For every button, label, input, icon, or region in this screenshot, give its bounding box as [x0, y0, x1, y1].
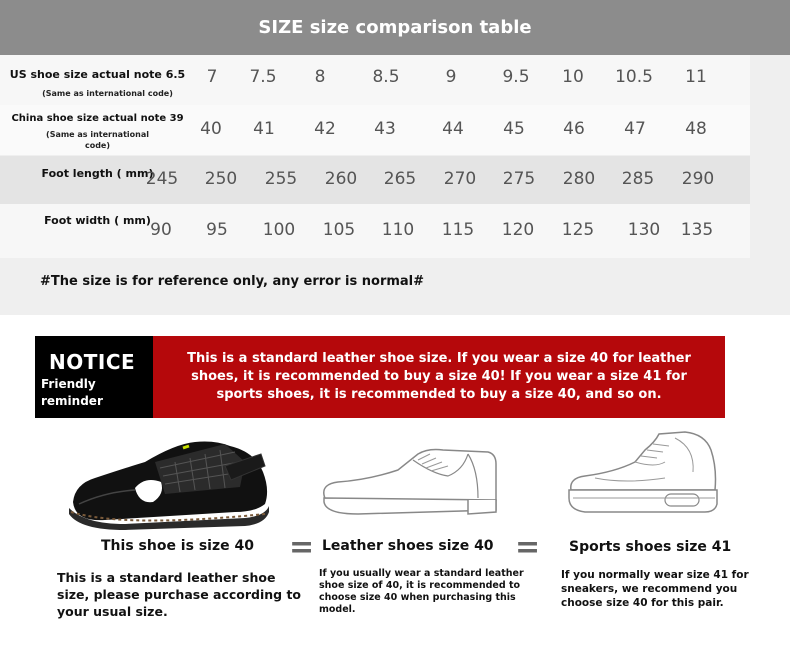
- equals-sign: =: [289, 530, 315, 565]
- table-row: [0, 204, 750, 258]
- notice-message: This is a standard leather shoe size. If you wear a size 40 for leather shoes, it is recommended to buy a size 40! If you wear a size 41 for sports shoes, it is recommended to buy a size 40, and so on.: [153, 336, 725, 418]
- table-cell: 265: [383, 169, 417, 189]
- table-cell: 9: [445, 67, 457, 87]
- table-row: [0, 55, 750, 105]
- table-cell: 125: [561, 220, 595, 240]
- table-cell: 100: [262, 220, 296, 240]
- table-cell: 280: [562, 169, 596, 189]
- table-cell: 255: [264, 169, 298, 189]
- table-cell: 135: [680, 220, 714, 240]
- row-sublabel-us-size: (Same as international code): [42, 89, 173, 98]
- table-cell: 260: [324, 169, 358, 189]
- table-cell: 250: [204, 169, 238, 189]
- table-cell: 11: [685, 67, 707, 87]
- table-cell: 47: [624, 119, 646, 139]
- table-cell: 290: [681, 169, 715, 189]
- table-cell: 42: [314, 119, 336, 139]
- row-label-us-size: US shoe size actual note 6.5: [9, 68, 186, 81]
- table-cell: 43: [374, 119, 396, 139]
- notice-title: NOTICE: [49, 350, 136, 374]
- row-label-foot-length: Foot length ( mm): [41, 167, 154, 180]
- table-cell: 8: [314, 67, 326, 87]
- this-shoe-label: This shoe is size 40: [101, 538, 254, 554]
- table-cell: 275: [502, 169, 536, 189]
- sports-shoes-description: If you normally wear size 41 for sneakers, we recommend you choose size 40 for this pair.: [561, 569, 749, 609]
- row-sublabel-china-size: (Same as international code): [46, 130, 149, 150]
- notice-label-box: [35, 336, 153, 418]
- table-row: [0, 105, 750, 155]
- table-footnote: #The size is for reference only, any error is normal#: [40, 274, 425, 289]
- leather-oxford-shoe-outline-icon: [318, 440, 503, 520]
- table-cell: 10.5: [615, 67, 653, 87]
- table-cell: 115: [441, 220, 475, 240]
- sports-shoes-label: Sports shoes size 41: [569, 539, 732, 555]
- table-cell: 270: [443, 169, 477, 189]
- table-cell: 95: [206, 220, 228, 240]
- notice-subtitle: Friendly reminder: [41, 377, 103, 408]
- table-cell: 48: [685, 119, 707, 139]
- table-cell: 8.5: [372, 67, 400, 87]
- table-cell: 130: [627, 220, 661, 240]
- table-cell: 40: [200, 119, 222, 139]
- leather-shoes-label: Leather shoes size 40: [322, 538, 494, 554]
- black-leather-sandal-image: [65, 432, 275, 532]
- table-cell: 90: [150, 220, 172, 240]
- equals-sign: =: [515, 530, 541, 565]
- table-cell: 46: [563, 119, 585, 139]
- table-cell: 105: [322, 220, 356, 240]
- table-row: [0, 156, 750, 204]
- table-cell: 285: [621, 169, 655, 189]
- notice-banner: [35, 336, 725, 418]
- page-title: SIZE size comparison table: [0, 0, 790, 55]
- table-cell: 45: [503, 119, 525, 139]
- leather-shoes-description: If you usually wear a standard leather shoe size of 40, it is recommended to choose size 40 when purchasing this model.: [319, 568, 524, 615]
- table-cell: 120: [501, 220, 535, 240]
- table-cell: 9.5: [502, 67, 530, 87]
- table-cell: 41: [253, 119, 275, 139]
- table-cell: 44: [442, 119, 464, 139]
- table-cell: 110: [381, 220, 415, 240]
- row-label-foot-width: Foot width ( mm): [44, 214, 151, 227]
- sports-sneaker-outline-icon: [565, 428, 725, 518]
- table-cell: 7.5: [249, 67, 277, 87]
- table-cell: 7: [206, 67, 218, 87]
- row-label-china-size: China shoe size actual note 39: [11, 113, 184, 124]
- table-cell: 245: [145, 169, 179, 189]
- this-shoe-description: This is a standard leather shoe size, please purchase according to your usual size.: [57, 570, 302, 619]
- table-cell: 10: [562, 67, 584, 87]
